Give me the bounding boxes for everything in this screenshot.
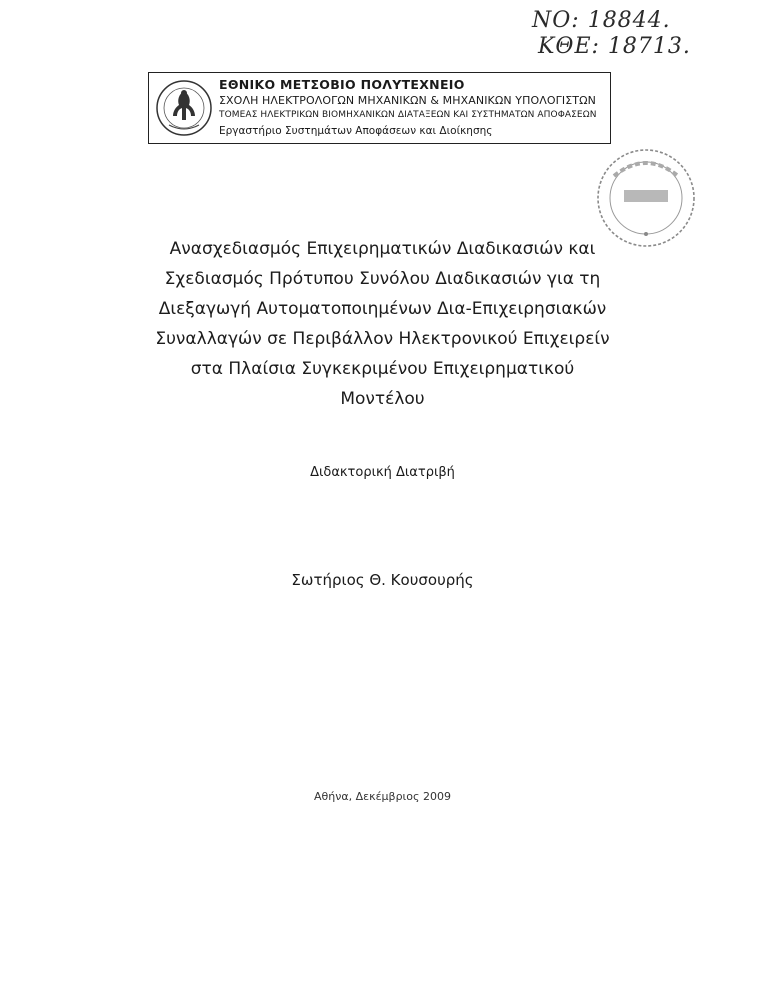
handwritten-line-1: NO: 18844. (532, 8, 671, 33)
document-type: Διδακτορική Διατριβή (310, 465, 455, 480)
department-name: ΤΟΜΕΑΣ ΗΛΕΚΤΡΙΚΩΝ ΒΙΟΜΗΧΑΝΙΚΩΝ ΔΙΑΤΑΞΕΩΝ ΚΑΙ ΣΥΣΤΗΜΑΤΩΝ ΑΠΟΦΑΣΕΩΝ (219, 110, 597, 120)
handwritten-line-2: ΚΘΕ: 18713. (538, 34, 691, 59)
title-line: Σχεδιασμός Πρότυπου Συνόλου Διαδικασιών για τη (164, 269, 601, 289)
thesis-title (100, 234, 665, 414)
laboratory-name: Εργαστήριο Συστημάτων Αποφάσεων και Διοίκησης (219, 124, 493, 137)
title-line: στα Πλαίσια Συγκεκριμένου Επιχειρηματικού (190, 359, 575, 379)
title-line: Διεξαγωγή Αυτοματοποιημένων Δια-Επιχειρησιακών (158, 299, 607, 319)
title-line: Μοντέλου (340, 389, 425, 409)
author-name: Σωτήριος Θ. Κουσουρής (291, 571, 474, 589)
title-line: Ανασχεδιασμός Επιχειρηματικών Διαδικασιών και (169, 239, 596, 259)
university-seal-icon (155, 77, 213, 139)
title-line: Συναλλαγών σε Περιβάλλον Ηλεκτρονικού Επιχειρείν (155, 329, 610, 349)
place-date: Αθήνα, Δεκέμβριος 2009 (314, 790, 451, 803)
handwritten-registration-note (532, 8, 732, 60)
institution-name: ΕΘΝΙΚΟ ΜΕΤΣΟΒΙΟ ΠΟΛΥΤΕΧΝΕΙΟ (219, 77, 465, 92)
school-name: ΣΧΟΛΗ ΗΛΕΚΤΡΟΛΟΓΩΝ ΜΗΧΑΝΙΚΩΝ & ΜΗΧΑΝΙΚΩΝ ΥΠΟΛΟΓΙΣΤΩΝ (219, 93, 596, 107)
institution-header (148, 72, 611, 144)
